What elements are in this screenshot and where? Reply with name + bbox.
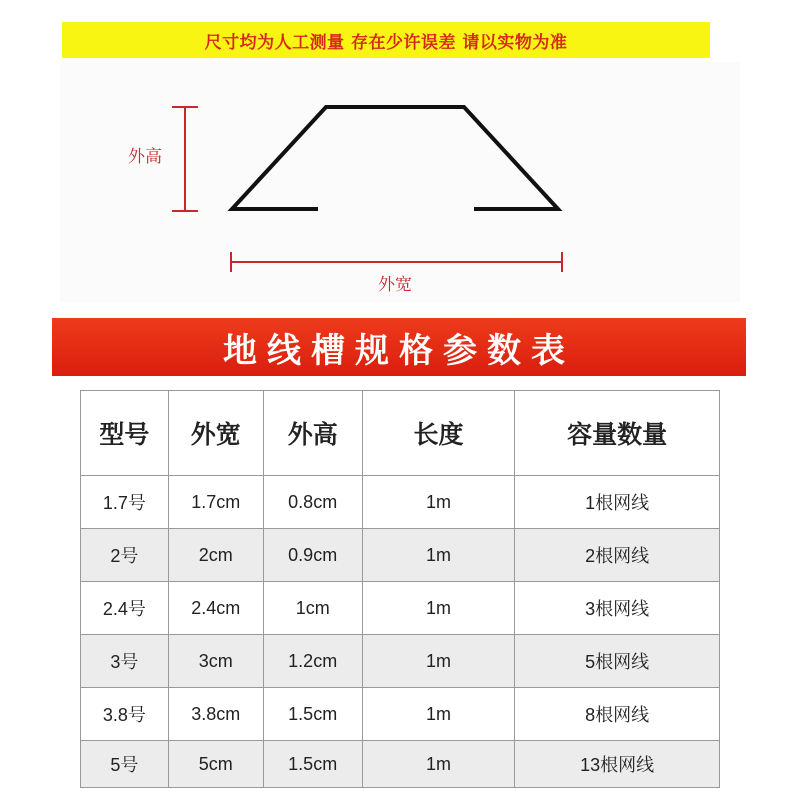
cell-outer-width: 2cm <box>168 529 263 582</box>
cell-model: 2号 <box>81 529 169 582</box>
table-header-row <box>81 391 720 476</box>
header-outer-height: 外高 <box>263 391 362 476</box>
trough-profile <box>232 107 558 209</box>
cell-outer-width: 2.4cm <box>168 582 263 635</box>
cell-model: 2.4号 <box>81 582 169 635</box>
header-outer-width: 外宽 <box>168 391 263 476</box>
cell-length: 1m <box>362 688 515 741</box>
cell-capacity: 1根网线 <box>515 476 720 529</box>
cell-model: 3.8号 <box>81 688 169 741</box>
cable-trough-profile-diagram <box>0 0 800 310</box>
table-row <box>81 688 720 741</box>
cell-outer-height: 1.2cm <box>263 635 362 688</box>
table-row <box>81 476 720 529</box>
cell-capacity: 2根网线 <box>515 529 720 582</box>
width-label: 外宽 <box>378 275 412 295</box>
table-title-banner <box>52 318 746 376</box>
cell-length: 1m <box>362 582 515 635</box>
cell-outer-width: 3.8cm <box>168 688 263 741</box>
cell-outer-width: 3cm <box>168 635 263 688</box>
header-length: 长度 <box>362 391 515 476</box>
cell-length: 1m <box>362 476 515 529</box>
table-row <box>81 741 720 788</box>
header-model: 型号 <box>81 391 169 476</box>
cell-capacity: 3根网线 <box>515 582 720 635</box>
cell-outer-height: 0.8cm <box>263 476 362 529</box>
cell-outer-height: 1cm <box>263 582 362 635</box>
cell-outer-width: 1.7cm <box>168 476 263 529</box>
table-row <box>81 635 720 688</box>
table-row <box>81 529 720 582</box>
cell-outer-height: 1.5cm <box>263 688 362 741</box>
cell-model: 5号 <box>81 741 169 788</box>
header-capacity: 容量数量 <box>515 391 720 476</box>
height-label: 外高 <box>128 147 162 167</box>
table-row <box>81 582 720 635</box>
cell-outer-height: 0.9cm <box>263 529 362 582</box>
cell-outer-width: 5cm <box>168 741 263 788</box>
cell-length: 1m <box>362 741 515 788</box>
spec-table <box>80 390 720 788</box>
cell-length: 1m <box>362 529 515 582</box>
notice-text: 尺寸均为人工测量 存在少许误差 请以实物为准 <box>204 32 568 53</box>
cell-model: 3号 <box>81 635 169 688</box>
cell-capacity: 13根网线 <box>515 741 720 788</box>
cell-capacity: 8根网线 <box>515 688 720 741</box>
cell-length: 1m <box>362 635 515 688</box>
table-title: 地线槽规格参数表 <box>223 330 575 371</box>
cell-model: 1.7号 <box>81 476 169 529</box>
cell-outer-height: 1.5cm <box>263 741 362 788</box>
cell-capacity: 5根网线 <box>515 635 720 688</box>
